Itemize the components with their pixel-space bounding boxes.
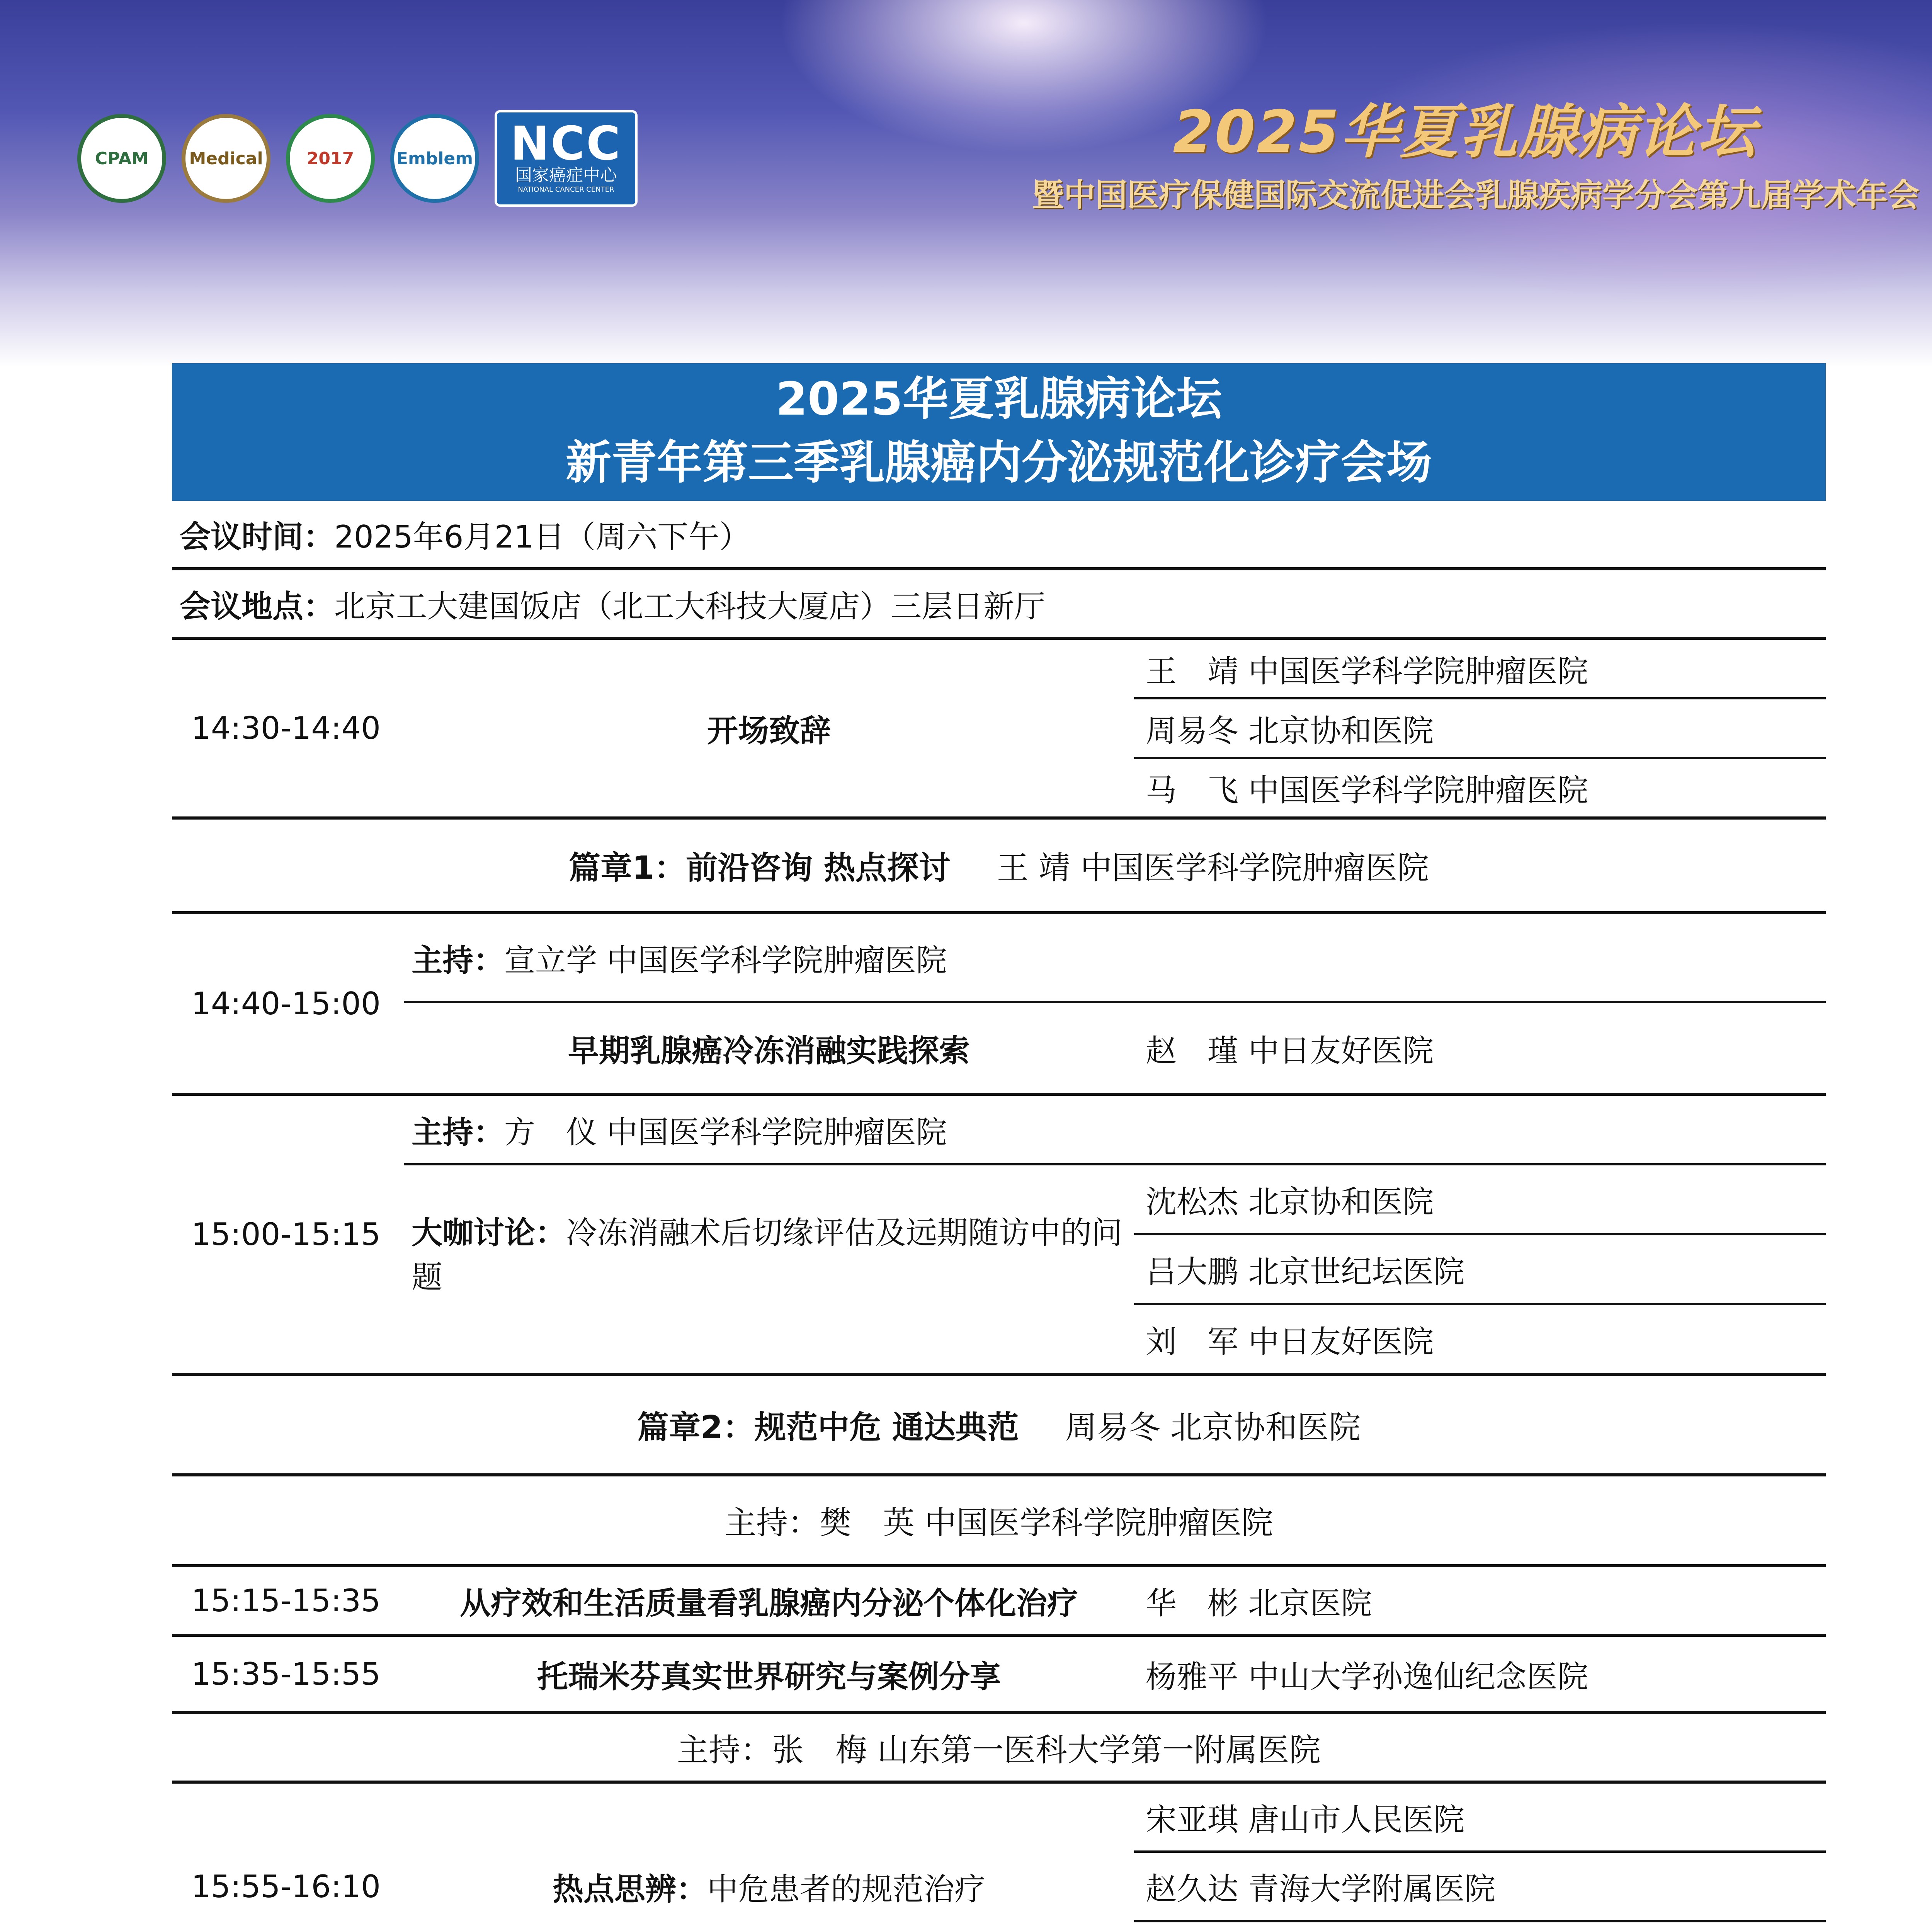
agenda-subtitle: 新青年第三季乳腺癌内分泌规范化诊疗会场 [565,436,1432,489]
host-row: 主持：张 梅 山东第一医科大学第一附属医院 [172,1714,1826,1784]
topic-label: 热点思辨： [553,1871,707,1907]
topic-text: 冷冻消融术后切缘评估及远期随访中的问题 [412,1215,1122,1295]
session-topic: 早期乳腺癌冷冻消融实践探索 [568,1032,970,1069]
ncc-logo: NCC 国家癌症中心 NATIONAL CANCER CENTER [495,110,638,207]
session-4 [172,1637,1826,1714]
speaker-list [1134,1165,1826,1373]
agenda-table [172,363,1826,1932]
speaker: 杨雅平 中山大学孙逸仙纪念医院 [1146,1658,1588,1695]
forum-title: 2025华夏乳腺病论坛 [1173,99,1757,166]
speaker: 华 彬 北京医院 [1146,1585,1372,1621]
hospital-emblem-logo: Emblem [390,114,479,203]
place-label: 会议地点： [180,588,334,624]
host-label: 主持： [412,942,504,978]
medical-forum-logo: Medical [182,114,270,203]
agenda-title: 2025华夏乳腺病论坛 [776,372,1222,425]
cpam-logo: CPAM [77,114,166,203]
chapter-chair: 王 靖 中国医学科学院肿瘤医院 [997,850,1429,886]
topic-label: 大咖讨论： [412,1215,566,1251]
speaker-list [1134,1784,1826,1932]
place-value: 北京工大建国饭店（北工大科技大厦店）三层日新厅 [334,588,1045,624]
session-time: 15:15-15:35 [191,1582,381,1619]
speaker-list [1134,640,1826,816]
session-3 [172,1567,1826,1637]
session-time: 14:40-15:00 [191,985,381,1022]
session-5 [172,1784,1826,1932]
chapter-chair: 周易冬 北京协和医院 [1065,1409,1361,1446]
host-row: 主持：樊 英 中国医学科学院肿瘤医院 [172,1476,1826,1567]
meeting-place-row [172,570,1826,640]
agenda-heading [172,363,1826,501]
anniversary-logo: 2017 [286,114,375,203]
meeting-time-row [172,501,1826,570]
speaker: 沈松杰 北京协和医院 [1134,1165,1826,1235]
session-topic [404,1784,1134,1932]
chapter-title: 篇章1：前沿咨询 热点探讨 [569,850,951,886]
host-label: 主持： [412,1114,504,1150]
session-host [404,1096,1826,1165]
chapter-2-row [172,1376,1826,1476]
session-time: 14:30-14:40 [191,710,381,746]
topic-text: 中危患者的规范治疗 [707,1871,985,1907]
speaker: 吕大鹏 北京世纪坛医院 [1134,1235,1826,1305]
session-1 [172,914,1826,1096]
time-value: 2025年6月21日（周六下午） [334,519,750,555]
session-time: 15:00-15:15 [191,1216,381,1252]
session-opening [172,640,1826,820]
chapter-1-row [172,820,1826,914]
session-topic [404,1165,1134,1373]
time-label: 会议时间： [180,519,334,555]
organizer-logos [77,104,638,213]
chapter-title: 篇章2：规范中危 通达典范 [637,1409,1019,1446]
speaker: 赵 瑾 中日友好医院 [1146,1032,1434,1069]
speaker: 马 飞 中国医学科学院肿瘤医院 [1146,772,1588,809]
session-topic: 从疗效和生活质量看乳腺癌内分泌个体化治疗 [460,1585,1078,1621]
speaker: 宋亚琪 唐山市人民医院 [1134,1784,1826,1853]
speaker: 王 靖 中国医学科学院肿瘤医院 [1134,640,1826,699]
session-time: 15:55-16:10 [191,1868,381,1905]
forum-subtitle: 暨中国医疗保健国际交流促进会乳腺疾病学分会第九届学术年会 [1032,177,1919,214]
speaker [1134,1922,1826,1932]
session-topic: 开场致辞 [707,713,831,749]
session-time: 15:35-15:55 [191,1656,381,1692]
speaker: 刘 军 中日友好医院 [1146,1324,1434,1360]
host-name: 方 仪 中国医学科学院肿瘤医院 [504,1114,947,1150]
speaker: 赵久达 青海大学附属医院 [1134,1853,1826,1922]
session-topic: 托瑞米芬真实世界研究与案例分享 [537,1658,1001,1695]
host-name: 宣立学 中国医学科学院肿瘤医院 [504,942,947,978]
header-banner [0,0,1932,367]
speaker: 周易冬 北京协和医院 [1134,699,1826,759]
session-host [404,914,1826,1003]
session-2 [172,1096,1826,1376]
